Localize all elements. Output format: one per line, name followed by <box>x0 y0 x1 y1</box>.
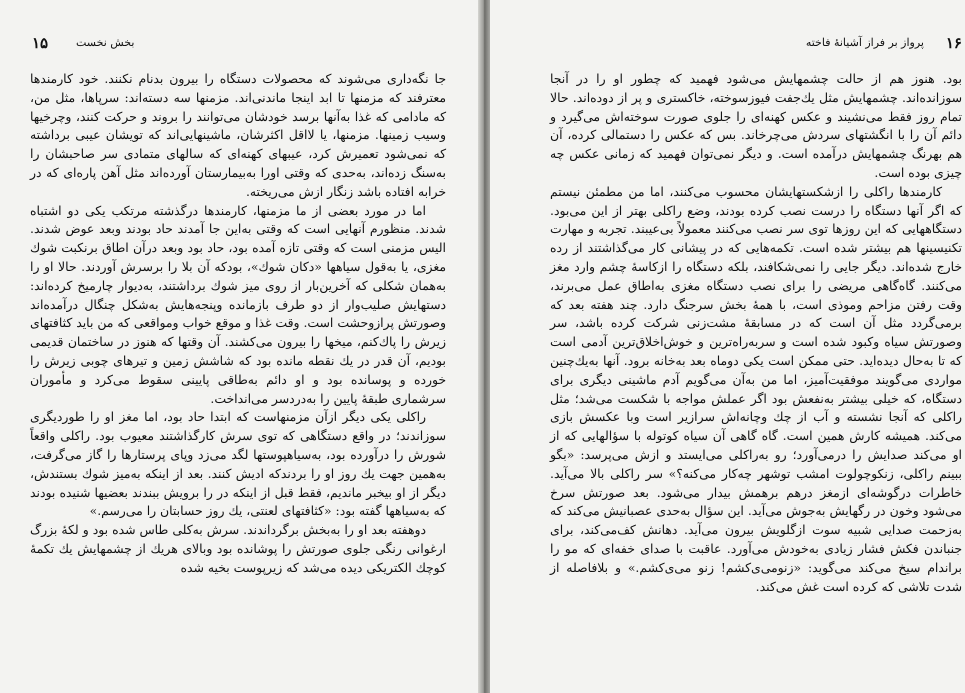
book-gutter <box>478 0 490 693</box>
left-page-header <box>32 34 436 54</box>
right-paragraph-2: کارمندها راکلی را ازشکستهایشان محسوب می‌کنند، اما من مطمئن نیستم که اگر آنها دستگاه را درست نصب کرده بودند، وضع راکلی بهتر از این می‌بود. دستگاههایی که این روزها توی سر نصب می‌کنند معمولاً بی‌عیبند. تجربه و مهارت تکنیسینها هم بیشتر شده است. تکمه‌هایی که در پیشانی کار می‌گذاشتند از رده خارج شده‌اند. دیگر جایی را نمی‌شکافند، بلکه دستگاه را ازکاسهٔ چشم وارد مغز می‌کنند. گاه‌گاهی مریضی را برای نصب دستگاه مغزی به‌اطاق عمل می‌برند، وقت رفتن مزاحم وموذی است، با همهٔ بخش سرجنگ دارد. چند هفته بعد که برمی‌گردد مثل آن است که در مسابقهٔ مشت‌زنی شرکت کرده باشد، سر وصورتش سیاه وکبود شده است و سربه‌راه‌ترین و خوش‌اخلاق‌ترین آدمی است که تا به‌حال دیده‌اید. حتی ممکن است یکی دوماه بعد به‌خانه برود. آنها به‌یك‌چنین مواردی می‌گویند موفقیت‌آمیز، اما من به‌آن می‌گویم آدم ماشینی دیگری برای دستگاه، که خیلی بیشتر به‌نفعش بود اگر عملش مواجه با شکست می‌شد؛ مثل راکلی که آنجا نشسته و آب از چك وچانه‌اش سرازیر است وبا عکسش بازی می‌کند. همیشه کارش همین است. گاه گاهی آن سیاه کوتوله با سؤالهایی که از او می‌کند صدایش را درمی‌آورد؛ رو به‌راکلی می‌ایستد و ازش می‌پرسد: «بگو ببینم راکلی، زنکوچولوت امشب توشهر چه‌کار می‌کنه؟» سر راکلی بالا می‌آید. خاطرات درگوشه‌ای ازمغز درهم برهمش بیدار می‌شود. بعد صورتش سرخ می‌شود وخون در رگهایش به‌جوش می‌آید. این سؤال به‌حدی عصبانیش می‌کند که به‌زحمت صدایی شبیه سوت ازگلویش بیرون می‌آید. دهانش کف‌می‌کند، برای جنباندن فکش فشار زیادی به‌خودش می‌آورد. عاقبت با صدای خفه‌ای که مو را براندام سیخ می‌کند می‌گوید: «زنومی‌ی‌کشم! زنو می‌ی‌کشم.» و بلافاصله از شدت تلاشی که کرده است غش می‌کند. <box>550 183 962 594</box>
right-page-body <box>550 70 962 596</box>
left-page-body <box>30 70 446 578</box>
right-page <box>490 0 965 693</box>
left-paragraph-2: اما در مورد بعضی از ما مزمنها، کارمندها درگذشته مرتکب یکی دو اشتباه شدند. منظورم آنهایی است که وقتی به‌این جا آمدند حاد بودند وبعد عوض شدند. الیس مزمنی است که وقتی تازه آمده بود، حاد بود وبعد درآن اطاق برنکبت شوك مغزی، یا به‌قول سیاهها «دکان شوك»، بودکه آن بلا را برسرش آوردند. حالا او را به‌همان شکلی که آخرین‌بار از روی میز شوك برداشتند، به‌دیوار چارمیخ کرده‌اند: دستهایش صلیب‌وار از دو طرف بازمانده وپنجه‌هایش به‌شکل چنگال درآمده‌اند وصورتش پرازوحشت است. وقت غذا و موقع خواب ومواقعی که من باید کثافتهای زیرش را پاك‌کنم، میخها را بیرون می‌کشند. آن وقتها که هنوز در ساختمان قدیمی بودیم، آن قدر در یك نقطه مانده بود که شاشش زمین و تیرهای چوبی زیرش را خورده و پوسانده بود و او دائم به‌طاقی پایینی سقوط می‌کرد و مأموران سرشماری طبقهٔ پایین را به‌دردسر می‌انداخت. <box>30 202 446 406</box>
left-page-number: ۱۵ <box>32 34 49 52</box>
left-paragraph-3: راکلی یکی دیگر ازآن مزمنهاست که ابتدا حاد بود، اما مغز او را طوردیگری سوزاندند؛ در واقع دستگاهی که توی سرش کارگذاشتند معیوب بود. راکلی واقعاً شورش را درآورده بود، به‌سیاهپوستها لگد می‌زد وپای پرستارها را گاز می‌گرفت، به‌همین جهت یك روز او را بردندکه ادیش کنند. بعد از اینکه به‌میز شوك بستندش، دیگر از او بیخبر ماندیم، فقط قبل از اینکه در را برویش ببندند بعضیها شنیده بودند که به‌سیاهها گفته بود: «کثافتهای لعنتی، یك روز حسابتان را می‌رسم.» <box>30 409 446 519</box>
right-paragraph-1: بود. هنوز هم از حالت چشمهایش می‌شود فهمید که چطور او را در آنجا سوزانده‌اند. چشمهایش مثل یك‌جفت فیوز‌سوخته، خاکستری و پر از دوده‌اند. حالا تمام روز فقط می‌نشیند و عکس کهنه‌ای را جلوی صورت سوخته‌اش می‌گیرد و دائم آن را با انگشتهای سردش می‌چرخاند. بس که عکس را دستمالی کرده، آن هم بهرنگ چشمهایش درآمده است. و دیگر نمی‌توان فهمید که زمانی عکس چه چیزی بوده است. <box>550 71 962 180</box>
left-paragraph-1: جا نگه‌داری می‌شوند که محصولات دستگاه را بیرون بدنام نکنند. خود کارمندها معترفند که مزمنها تا ابد اینجا ماندنی‌اند. مزمنها سه دسته‌اند: سرپاها، مثل من، که مادامی که غذا به‌آنها برسد خودشان می‌توانند را بروند و حرکت کنند، وچرخیها وسیب زمینها. مزمنها، یا لااقل اکثرشان، ماشینهایی‌اند که تویشان عیبی برداشته که نمی‌شود تعمیرش کرد، عیبهای کهنه‌ای که سالهای متمادی سر صاحبشان را به‌سنگ زده‌اند، به‌حدی که وقتی اورا به‌بیمارستان آورده‌اند مثل آهن پاره‌ای که در خرابه افتاده باشد زنگار ازش می‌ریخته. <box>30 71 446 199</box>
right-page-number: ۱۶ <box>945 34 962 52</box>
left-running-title: بخش نخست <box>76 36 135 49</box>
left-page <box>0 0 478 693</box>
right-page-header <box>550 34 962 54</box>
right-running-title: پرواز بر فراز آشیانهٔ فاخته <box>805 36 924 49</box>
left-paragraph-4: دوهفته بعد او را به‌بخش برگرداندند. سرش به‌کلی طاس شده بود و لکهٔ بزرگ ارغوانی رنگی جلوی صورتش را پوشانده بود وبالای هریك از چشمهایش یك تکمهٔ کوچك الکتریکی دیده می‌شد که زیرپوست بخیه شده <box>30 522 446 575</box>
